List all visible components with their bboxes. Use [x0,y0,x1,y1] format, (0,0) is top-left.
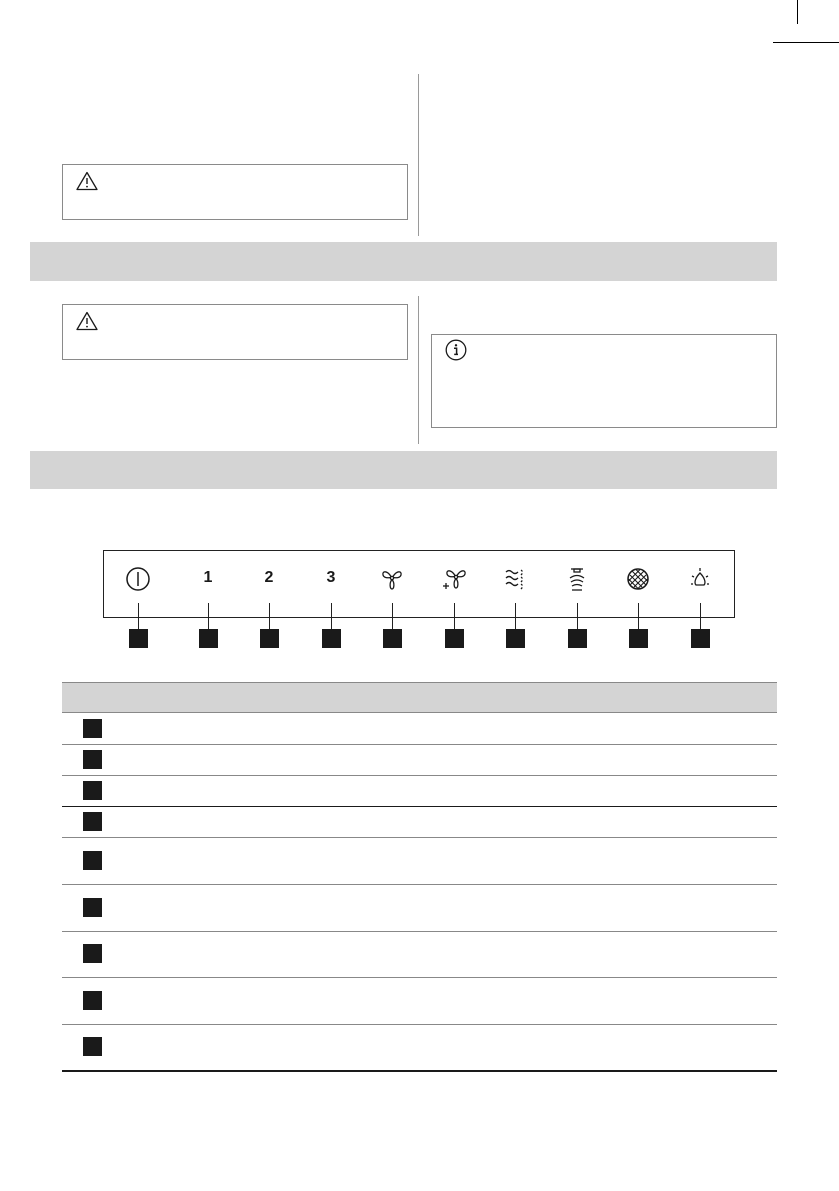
table-row-divider [62,806,777,807]
table-row-marker [83,851,102,870]
hob-to-hood-icon [557,563,597,593]
callout-marker [445,629,464,648]
grease-filter-icon [618,563,658,593]
speed-3-label: 3 [326,569,336,586]
table-row-divider [62,837,777,838]
info-icon [445,339,467,361]
callout-marker [260,629,279,648]
leader-line [638,603,639,629]
column-divider [418,296,419,444]
table-header [62,682,777,713]
section-header-band [30,242,777,281]
callout-marker [691,629,710,648]
leader-line [454,603,455,629]
warning-box [62,304,408,360]
leader-line [208,603,209,629]
leader-line [269,603,270,629]
table-row-marker [83,750,102,769]
leader-line [577,603,578,629]
callout-marker [506,629,525,648]
table-row-marker [83,944,102,963]
leader-line [700,603,701,629]
callout-marker [629,629,648,648]
callout-marker [383,629,402,648]
leader-line [515,603,516,629]
fan-icon [372,563,412,593]
leader-line [138,603,139,629]
fan-plus-icon [434,563,474,593]
section-header-band [30,451,777,489]
table-row-divider [62,977,777,978]
table-row-marker [83,1037,102,1056]
table-bottom-rule [62,1070,777,1072]
table-row-divider [62,744,777,745]
table-row-marker [83,781,102,800]
power-icon [118,563,158,593]
warning-box [62,164,408,220]
info-box [431,334,777,428]
table-row-marker [83,812,102,831]
speed-1-label: 1 [203,569,213,586]
table-row-divider [62,1024,777,1025]
leader-line [392,603,393,629]
warning-triangle-icon [76,311,98,331]
crop-mark-vertical [797,0,798,24]
column-divider [418,74,419,236]
callout-marker [322,629,341,648]
table-row-divider [62,884,777,885]
table-row-divider [62,931,777,932]
table-row-marker [83,898,102,917]
table-row-marker [83,991,102,1010]
callout-marker [129,629,148,648]
leader-line [331,603,332,629]
speed-2-label: 2 [264,569,274,586]
callout-marker [199,629,218,648]
humidity-waves-icon [495,563,535,593]
crop-mark-horizontal [773,42,839,43]
warning-triangle-icon [76,171,98,191]
table-row-marker [83,719,102,738]
callout-marker [568,629,587,648]
light-icon [680,563,720,593]
table-row-divider [62,775,777,776]
